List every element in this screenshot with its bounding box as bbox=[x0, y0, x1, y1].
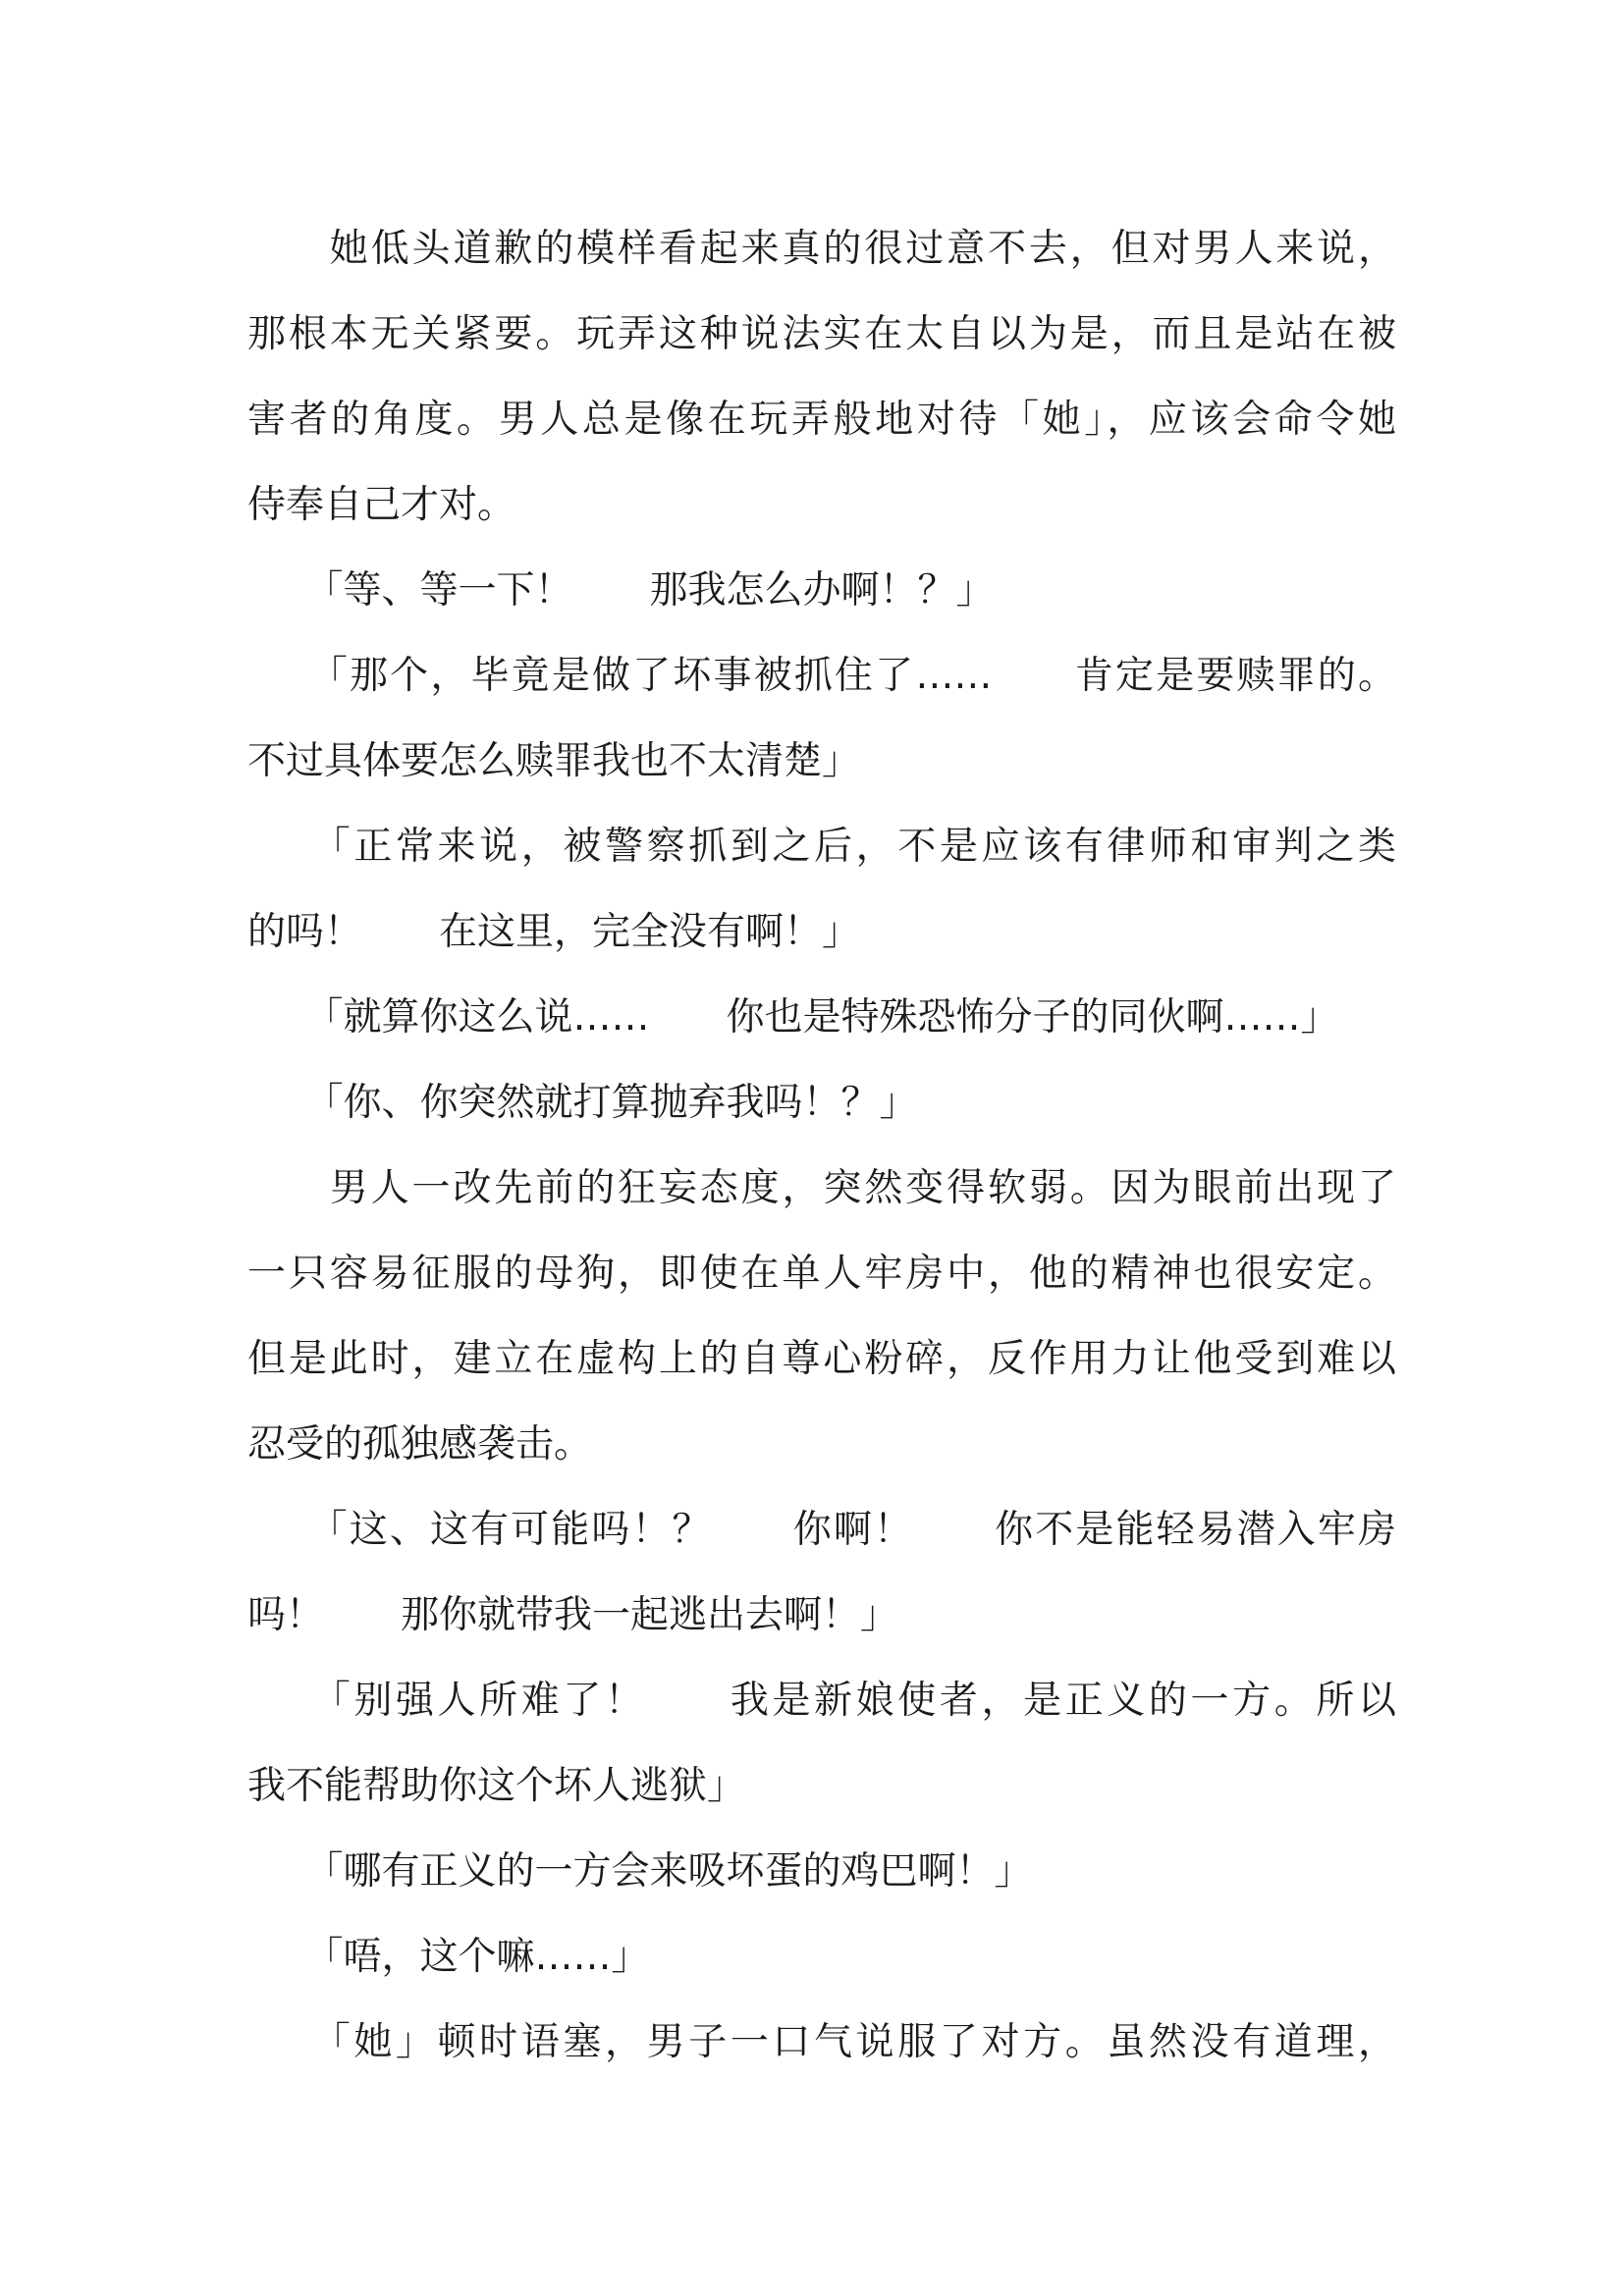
text-line: 忍受的孤独感袭击。 bbox=[247, 1422, 593, 1467]
text-line: 「别强人所难了！ 我是新娘使者，是正义的一方。所以 bbox=[247, 1679, 1396, 1723]
text-line: 「那个，毕竟是做了坏事被抓住了…… 肯定是要赎罪的。 bbox=[247, 654, 1396, 698]
text-line: 吗！ 那你就带我一起逃出去啊！」 bbox=[247, 1593, 899, 1637]
text-line: 一只容易征服的母狗，即使在单人牢房中，他的精神也很安定。 bbox=[247, 1252, 1396, 1296]
body-text bbox=[247, 206, 1396, 2085]
text-line: 她低头道歉的模样看起来真的很过意不去，但对男人来说， bbox=[247, 227, 1396, 271]
text-line: 不过具体要怎么赎罪我也不太清楚」 bbox=[247, 739, 861, 783]
text-line: 的吗！ 在这里，完全没有啊！」 bbox=[247, 910, 861, 954]
text-line: 「她」顿时语塞，男子一口气说服了对方。虽然没有道理， bbox=[247, 2020, 1396, 2064]
text-line: 我不能帮助你这个坏人逃狱」 bbox=[247, 1764, 746, 1808]
text-line: 「正常来说，被警察抓到之后，不是应该有律师和审判之类 bbox=[247, 825, 1396, 869]
text-line: 害者的角度。男人总是像在玩弄般地对待「她」，应该会命令她 bbox=[247, 398, 1396, 442]
text-line: 「这、这有可能吗！？ 你啊！ 你不是能轻易潜入牢房 bbox=[247, 1508, 1396, 1552]
text-line: 「你、你突然就打算抛弃我吗！？」 bbox=[247, 1081, 918, 1125]
text-line: 男人一改先前的狂妄态度，突然变得软弱。因为眼前出现了 bbox=[247, 1166, 1396, 1210]
text-line: 「等、等一下！ 那我怎么办啊！？」 bbox=[247, 568, 995, 613]
text-line: 「就算你这么说…… 你也是特殊恐怖分子的同伙啊……」 bbox=[247, 995, 1339, 1040]
text-line: 侍奉自己才对。 bbox=[247, 483, 516, 527]
text-line: 「哪有正义的一方会来吸坏蛋的鸡巴啊！」 bbox=[247, 1849, 1033, 1894]
text-line: 但是此时，建立在虚构上的自尊心粉碎，反作用力让他受到难以 bbox=[247, 1337, 1396, 1381]
text-line: 「唔，这个嘛……」 bbox=[247, 1935, 650, 1979]
text-line: 那根本无关紧要。玩弄这种说法实在太自以为是，而且是站在被 bbox=[247, 312, 1396, 356]
